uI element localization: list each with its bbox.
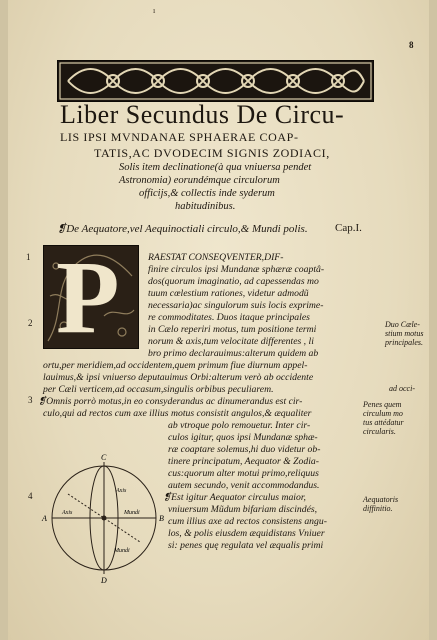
ornamental-headpiece [57, 60, 374, 102]
margin-note-catchword: ad occi- [389, 384, 415, 393]
margin-number-4: 4 [28, 491, 33, 501]
sphere-diagram [28, 452, 168, 584]
page-number: 8 [409, 40, 414, 50]
body-line: ræ coaptare solemus,hi duo videtur ob- [168, 444, 321, 455]
body-line: cus:quorum alter motui primo,reliquus [168, 468, 319, 479]
margin-note-definition: Aequatoris diffinitio. [363, 495, 399, 513]
body-line: tuum cœlestium rationes, videtur admodũ [148, 288, 309, 299]
label-axis-lower: Mundi [114, 548, 130, 554]
label-right-inner: Mundi [124, 510, 140, 516]
body-line: lauimus,& ipsi vniuerso deputauimus Orbi:alterum verò ab occidente [43, 372, 314, 383]
body-line: re commoditates. Duos itaque principales [148, 312, 310, 323]
body-line: necessaria)ac singulorum suis locis exprime- [148, 300, 324, 311]
body-line: si: penes quę regulata vel æqualis primi [168, 540, 324, 551]
title-line-2: LIS IPSI MVNDANAE SPHAERAE COAP- [60, 130, 299, 144]
label-bottom: D [101, 576, 107, 584]
title-line-4: Solis item declinatione(à qua vniuersa pendet [119, 162, 312, 173]
margin-note-motions: Duo Cæle- stium motus principales. [385, 320, 424, 347]
margin-number-3: 3 [28, 395, 33, 405]
label-axis-upper: Axis [116, 488, 127, 494]
body-line: tinere principatum, Aequator & Zodia- [168, 456, 319, 467]
initial-letter: P [56, 245, 120, 349]
knotwork-ornament [58, 61, 373, 101]
body-line [163, 492, 306, 504]
pilcrow-icon: ❡ [163, 492, 172, 503]
body-line: autem secundo, venit accommodandus. [168, 480, 320, 491]
body-line: ortu,per meridiem,ad occidentem,quem primum fiue diurnum appel- [43, 360, 308, 371]
chapter-heading [57, 222, 362, 235]
pilcrow-icon: ❡ [57, 223, 67, 235]
title-line-7: habitudinibus. [175, 201, 236, 212]
body-line: per Cæli verticem,ad occasum,singulis orbibus peculiarem. [43, 384, 274, 395]
margin-note-circle: Penes quem circulum mo tus attédatur circularis. [363, 400, 404, 436]
margin-number-2: 2 [28, 318, 33, 328]
chapter-number: Cap.I. [335, 222, 362, 234]
body-line: ab vtroque polo remouetur. Inter cir- [168, 420, 311, 431]
body-line: dos(quorum imaginatio, ad capessendas mo [148, 276, 319, 287]
body-line [38, 396, 302, 408]
book-title: Liber Secundus De Circu- [60, 100, 345, 129]
body-line: norum & axis,tum velocitate differentes , li [148, 336, 314, 347]
body-line: vniuersum Mũdum bifariam discindés, [168, 504, 318, 515]
chapter-heading-text: De Aequatore,vel Aequinoctiali circulo,& Mundi polis. [66, 223, 308, 235]
label-left-inner: Axis [62, 510, 73, 516]
body-line: RAESTAT CONSEQVENTER,DIF- [148, 252, 284, 263]
title-line-5: Astronomia) eorundémque circulorum [119, 175, 280, 186]
center-point [102, 516, 107, 521]
body-line: in Cælo reperiri motus, tum positione termi [148, 324, 317, 335]
body-line: bro primo declarauimus:alterum quidem ab [148, 348, 319, 359]
decorated-initial [43, 245, 139, 349]
body-line: cum illius axe ad rectos consistens angu- [168, 516, 327, 527]
title-line-6: officijs,& collectis inde syderum [139, 188, 275, 199]
body-line: finire circulos ipsi Mundanæ sphæræ coaptâ- [148, 264, 325, 275]
body-line-text: Est igitur Aequator circulus maior, [171, 492, 306, 503]
body-line: culo,qui ad rectos cum axe illius motus consistit angulos,& æqualiter [43, 408, 312, 419]
title-line-3: TATIS,AC DVODECIM SIGNIS ZODIACI, [94, 146, 330, 160]
body-line-text: Omnis porrò motus,in eo consyderandus ac dinumerandus est cir- [46, 396, 303, 407]
pilcrow-icon: ❡ [38, 396, 47, 407]
top-mark: ı [153, 6, 156, 15]
body-line: los, & polis eiusdem æquidistans Vniuer [168, 528, 325, 539]
label-left: A [42, 514, 47, 523]
label-right: B [159, 514, 164, 523]
margin-number-1: 1 [26, 252, 31, 262]
body-line: culos igitur, quos ipsi Mundanæ sphæ- [168, 432, 318, 443]
label-top: C [101, 453, 107, 462]
